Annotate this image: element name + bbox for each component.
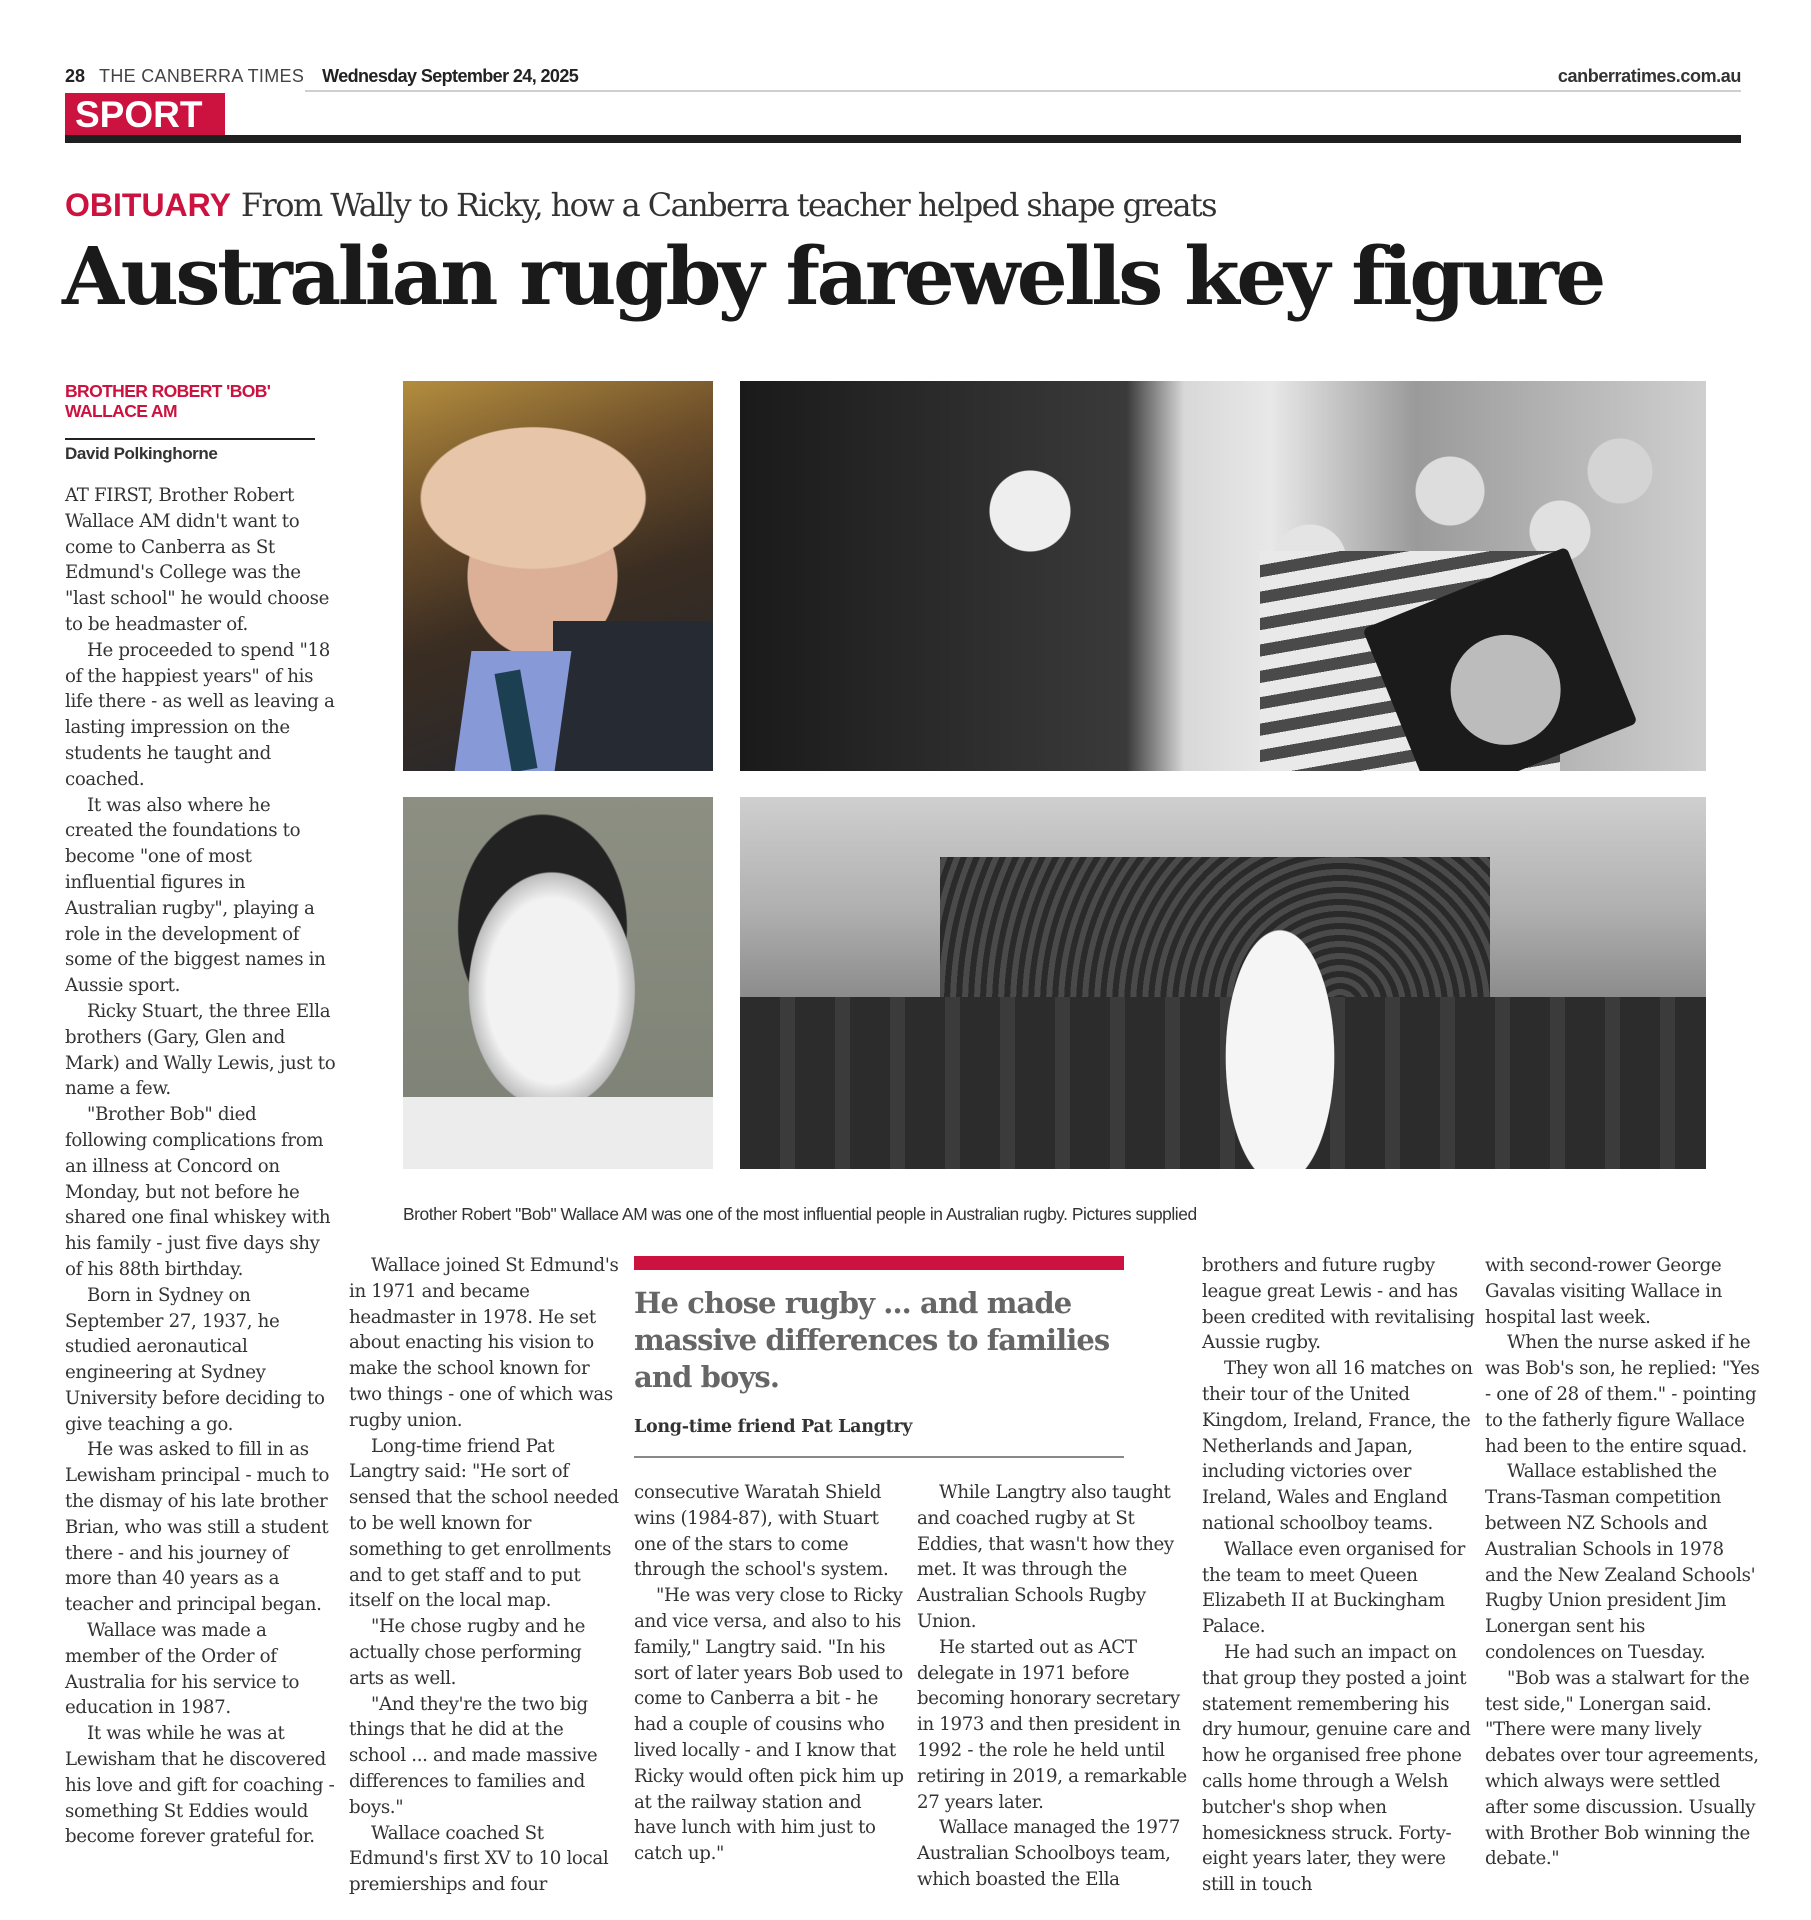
issue-date: Wednesday September 24, 2025 <box>322 66 579 86</box>
article-column-2 <box>349 1253 619 1898</box>
photo-caption: Brother Robert "Bob" Wallace AM was one of the most influential people in Australian rugby. Pictures supplied <box>403 1204 1197 1224</box>
article-paragraph: AT FIRST, Brother Robert Wallace AM didn't want to come to Canberra as St Edmund's College was the "last school" he would choose to be headmaster of. <box>65 485 330 635</box>
pull-quote-bar <box>634 1256 1124 1270</box>
article-paragraph: Wallace joined St Edmund's in 1971 and became headmaster in 1978. He set about enacting his vision to make the school known for two things - one of which was rugby union. <box>349 1255 619 1431</box>
article-paragraph: They won all 16 matches on their tour of the United Kingdom, Ireland, France, the Netherlands and Japan, including victories over Ireland, Wales and England national schoolboy teams. <box>1202 1358 1473 1534</box>
article-paragraph: He proceeded to spend "18 of the happiest years" of his life there - as well as leaving a lasting impression on the students he taught and coached. <box>65 639 335 790</box>
article-paragraph: Wallace managed the 1977 Australian Schoolboys team, which boasted the Ella <box>917 1817 1181 1890</box>
pull-quote-rule <box>634 1456 1124 1458</box>
website-link[interactable]: canberratimes.com.au <box>1557 66 1741 86</box>
deck: From Wally to Ricky, how a Canberra teacher helped shape greats <box>240 186 1216 224</box>
article-column-4 <box>917 1480 1187 1893</box>
article-column-1 <box>65 483 340 1850</box>
article-paragraph: "Brother Bob" died following complications from an illness at Concord on Monday, but not before he shared one final whiskey with his family - just five days shy of his 88th birthday. <box>65 1104 331 1280</box>
article-paragraph: When the nurse asked if he was Bob's son, he replied: "Yes - one of 28 of them." - pointing to the fatherly figure Wallace had been to the entire squad. <box>1485 1332 1760 1457</box>
article-paragraph: He had such an impact on that group they posted a joint statement remembering his dry humour, genuine care and how he organised free phone calls home through a Welsh butcher's shop when homesickness struck. Forty-eight years later, they were still in touch <box>1202 1641 1471 1896</box>
header-thick-rule <box>65 135 1741 143</box>
page-number: 28 <box>65 66 86 86</box>
photo-school-group <box>740 797 1706 1169</box>
article-paragraph: It was while he was at Lewisham that he discovered his love and gift for coaching - something St Eddies would become forever grateful for. <box>65 1723 335 1848</box>
photo-detail-shield <box>1362 547 1637 771</box>
article-paragraph: "He chose rugby and he actually chose performing arts as well. <box>349 1616 586 1689</box>
kicker-label: OBITUARY <box>65 187 231 223</box>
article-paragraph: Wallace established the Trans-Tasman competition between NZ Schools and Australian Schools in 1978 and the New Zealand Schools' Rugby Union president Jim Lonergan sent his condolences on Tuesday. <box>1485 1461 1756 1663</box>
masthead: THE CANBERRA TIMES <box>99 66 305 86</box>
pull-quote-attribution: Long-time friend Pat Langtry <box>634 1417 913 1437</box>
article-paragraph: "He was very close to Ricky and vice versa, and also to his family," Langtry said. "In his sort of later years Bob used to come to Canberra a bit - he had a couple of cousins who lived locally - and I know that Ricky would often pick him up at the railway station and have lunch with him just to catch up." <box>634 1585 904 1865</box>
article-paragraph: with second-rower George Gavalas visiting Wallace in hospital last week. <box>1485 1255 1723 1328</box>
photo-portrait-elderly <box>403 381 713 771</box>
byline: David Polkinghorne <box>65 444 218 463</box>
article-paragraph: It was also where he created the foundations to become "one of most influential figures in Australian rugby", playing a role in the development of some of the biggest names in Aussie sport. <box>65 794 326 997</box>
obituary-subject: BROTHER ROBERT 'BOB' WALLACE AM <box>65 381 271 421</box>
header-thin-rule <box>305 90 1741 92</box>
photo-portrait-young <box>403 797 713 1169</box>
byline-rule <box>65 438 315 440</box>
article-paragraph: Wallace coached St Edmund's first XV to 10 local premierships and four <box>349 1822 609 1896</box>
headline: Australian rugby farewells key figure <box>62 229 1603 323</box>
article-column-3 <box>634 1480 904 1867</box>
article-column-5 <box>1202 1253 1477 1898</box>
section-label <box>65 93 225 136</box>
article-paragraph: Ricky Stuart, the three Ella brothers (Gary, Glen and Mark) and Wally Lewis, just to name a few. <box>65 1000 336 1100</box>
article-paragraph: "And they're the two big things that he did at the school ... and made massive differences to families and boys." <box>349 1693 598 1818</box>
section-label-text: SPORT <box>75 94 203 135</box>
article-paragraph: "Bob was a stalwart for the test side," Lonergan said. "There were many lively debates over tour agreements, which always were settled after some discussion. Usually with Brother Bob winning the debate." <box>1485 1667 1759 1870</box>
article-paragraph: brothers and future rugby league great Lewis - and has been credited with revitalising Aussie rugby. <box>1202 1255 1475 1354</box>
article-paragraph: He was asked to fill in as Lewisham principal - much to the dismay of his late brother Brian, who was still a student there - and his journey of more than 40 years as a teacher and principal began. <box>65 1439 330 1616</box>
photo-detail-collar <box>403 1097 713 1169</box>
photo-detail-suit <box>553 621 713 771</box>
photo-team-with-shield <box>740 381 1706 771</box>
kicker-line <box>65 186 1216 224</box>
article-paragraph: consecutive Waratah Shield wins (1984-87), with Stuart one of the stars to come through the school's system. <box>634 1482 889 1581</box>
article-paragraph: Wallace was made a member of the Order of Australia for his service to education in 1987. <box>65 1620 300 1719</box>
folio-line <box>65 66 578 87</box>
article-paragraph: While Langtry also taught and coached rugby at St Eddies, that wasn't how they met. It was through the Australian Schools Rugby Union. <box>917 1482 1174 1632</box>
article-column-6 <box>1485 1253 1760 1872</box>
pull-quote-text: He chose rugby ... and made massive differences to families and boys. <box>634 1286 1110 1394</box>
article-paragraph: Born in Sydney on September 27, 1937, he studied aeronautical engineering at Sydney University before deciding to give teaching a go. <box>65 1284 325 1435</box>
article-paragraph: He started out as ACT delegate in 1971 before becoming honorary secretary in 1973 and then president in 1992 - the role he held until retiring in 2019, a remarkable 27 years later. <box>917 1636 1187 1813</box>
article-paragraph: Long-time friend Pat Langtry said: "He sort of sensed that the school needed to be well known for something to get enrollments and to get staff and to put itself on the local map. <box>349 1435 619 1612</box>
article-paragraph: Wallace even organised for the team to meet Queen Elizabeth II at Buckingham Palace. <box>1202 1538 1465 1638</box>
